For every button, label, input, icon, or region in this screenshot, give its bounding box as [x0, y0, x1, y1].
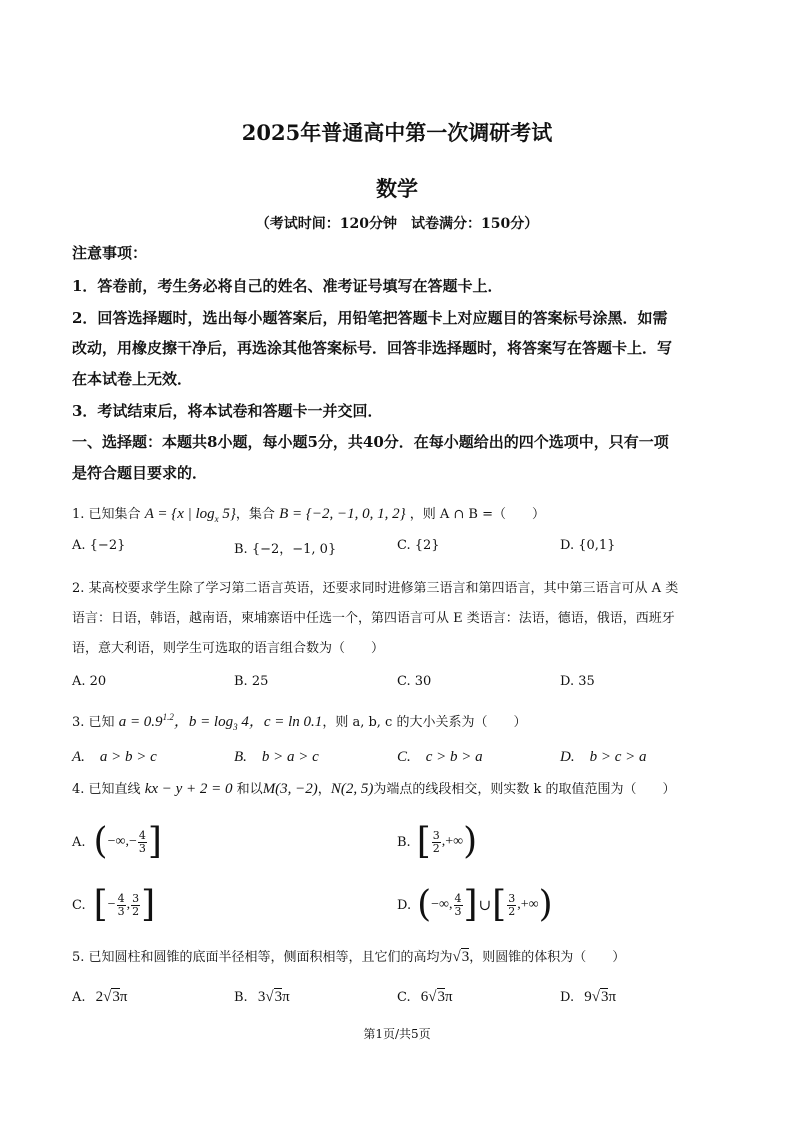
q1-option-a: A. {−2}: [72, 538, 126, 553]
q3-option-b: B. b > a > c: [234, 749, 319, 765]
section-1-line-1: 一、选择题：本题共8小题，每小题5分，共40分．在每小题给出的四个选项中，只有一项: [72, 433, 669, 451]
question-2-line-3: 语，意大利语，则学生可选取的语言组合数为（ ）: [72, 641, 385, 656]
q2-option-d: D. 35: [560, 674, 595, 689]
q4-option-a: A. ( −∞ , − $\frac{4}{3}$ ]: [72, 821, 162, 862]
subject-title: 数学: [376, 176, 418, 201]
q5-option-d: D. 9√3π: [560, 989, 617, 1005]
question-3-stem: 3. 已知 $a = 0.9^{1.2}$，$b = \log_3 4$，c = ln 0.1，则 a, b, c 的大小关系为（ ）: [72, 712, 527, 732]
question-5-stem: 5. 已知圆柱和圆锥的底面半径相等，侧面积相等，且它们的高均为√3，则圆锥的体积为（ ）: [72, 949, 626, 965]
fraction-3-2: $\frac{3}{2}$: [132, 891, 140, 918]
fraction-4-3: $\frac{4}{3}$: [138, 828, 146, 855]
notes-heading: 注意事项：: [72, 244, 148, 262]
exam-title: 2025年普通高中第一次调研考试: [241, 120, 553, 145]
q2-option-b: B. 25: [234, 674, 269, 689]
q3-option-a: A. a > b > c: [72, 749, 157, 765]
q5-option-a: A. 2√3π: [72, 989, 128, 1005]
exam-info: （考试时间：120分钟 试卷满分：150分）: [255, 216, 539, 232]
fraction-4-3: $\frac{4}{3}$: [117, 891, 125, 918]
fraction-3-2: $\frac{3}{2}$: [508, 891, 516, 918]
note-2-line-1: 2．回答选择题时，选出每小题答案后，用铅笔把答题卡上对应题目的答案标号涂黑．如需: [72, 309, 668, 327]
question-2-line-1: 2. 某高校要求学生除了学习第二语言英语，还要求同时进修第三语言和第四语言，其中第三语言可从 A 类: [72, 581, 679, 596]
q1-option-c: C. {2}: [397, 538, 440, 553]
q2-option-a: A. 20: [72, 674, 107, 689]
q4-option-c: C. [ − $\frac{4}{3}$ , $\frac{3}{2}$ ]: [72, 884, 156, 925]
q5-option-c: C. 6√3π: [397, 989, 453, 1005]
q3-option-c: C. c > b > a: [397, 749, 483, 765]
q1-option-b: B. {−2，−1, 0}: [234, 542, 337, 557]
page-footer: 第1页/共5页: [363, 1027, 431, 1041]
question-2-line-2: 语言：日语，韩语，越南语，柬埔寨语中任选一个，第四语言可从 E 类语言：法语，德语，俄语，西班牙: [72, 611, 675, 626]
q4-option-d: D. ( −∞ , $\frac{4}{3}$ ] ∪ [ $\frac{3}{2}$ , +∞ ): [397, 884, 553, 925]
q4-option-b: B. [ $\frac{3}{2}$ , +∞ ): [397, 821, 478, 862]
q1-option-d: D. {0,1}: [560, 538, 616, 553]
section-1-line-2: 是符合题目要求的．: [72, 464, 208, 482]
question-1-stem: 1. 已知集合 A = {x | $\log_x 5$}，集合 B = {−2, −1, 0, 1, 2} ，则 A ∩ B =（ ）: [72, 506, 545, 524]
fraction-3-2: $\frac{3}{2}$: [432, 828, 440, 855]
note-2-line-2: 改动，用橡皮擦干净后，再选涂其他答案标号．回答非选择题时，将答案写在答题卡上．写: [72, 339, 673, 357]
question-4-stem: 4. 已知直线 kx − y + 2 = 0 和以M(3, −2)，N(2, 5)为端点的线段相交，则实数 k 的取值范围为（ ）: [72, 781, 676, 797]
note-2-line-3: 在本试卷上无效．: [72, 370, 193, 388]
q3-option-d: D. b > c > a: [560, 749, 647, 765]
note-3: 3．考试结束后，将本试卷和答题卡一并交回．: [72, 402, 383, 420]
q2-option-c: C. 30: [397, 674, 432, 689]
q5-option-b: B. 3√3π: [234, 989, 290, 1005]
fraction-4-3: $\frac{4}{3}$: [454, 891, 462, 918]
note-1: 1．答卷前，考生务必将自己的姓名、准考证号填写在答题卡上．: [72, 277, 503, 295]
